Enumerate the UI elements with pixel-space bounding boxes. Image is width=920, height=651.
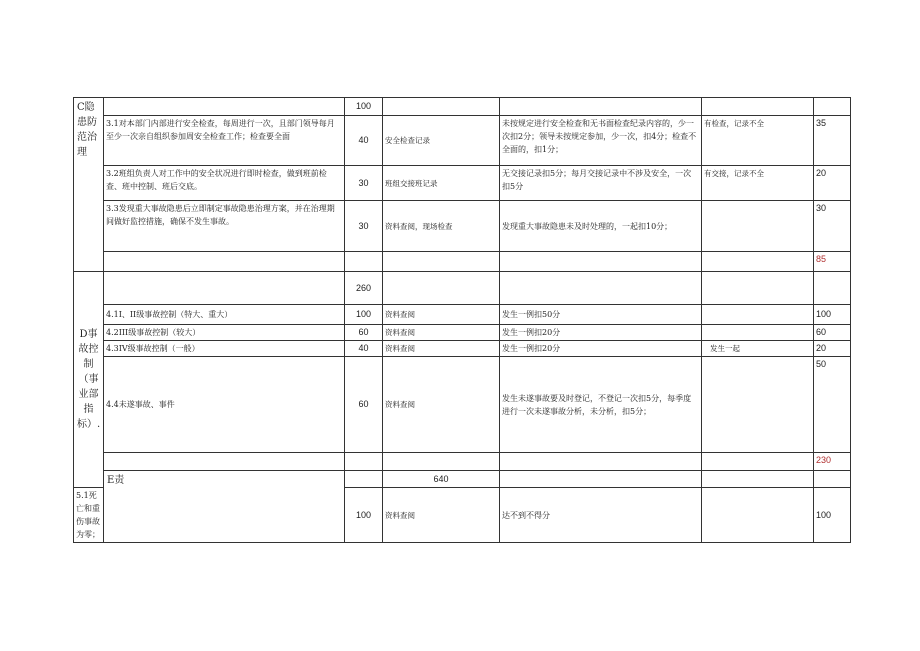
table-row	[74, 325, 851, 341]
item-method: 安全检查记录	[383, 116, 500, 166]
item-text: 3.2班组负责人对工作中的安全状况进行即时检查，做到班前检查、班中控制、班后交底。	[104, 166, 345, 201]
item-text: 4.1I、II级事故控制（特大、重大）	[104, 305, 345, 325]
section-d-score: 260	[345, 272, 383, 305]
item-method: 资料查阅	[383, 305, 500, 325]
item-criteria: 发现重大事故隐患未及时处理的，一起扣10分；	[500, 201, 702, 252]
section-d-label: D事故控制（事业部指标）.	[74, 272, 104, 488]
assessment-table	[73, 97, 851, 543]
table-row	[74, 272, 851, 305]
item-points: 60	[814, 325, 851, 341]
item-criteria: 未按规定进行安全检查和无书面检查纪录内容的，少一次扣2分；领导未按规定参加，少一次，扣4分；检查不全面的，扣1分；	[500, 116, 702, 166]
item-method: 资料查阅	[383, 325, 500, 341]
section-e-score: 640	[383, 471, 500, 488]
item-criteria: 无交接记录扣5分；每月交接记录中不涉及安全，一次扣5分	[500, 166, 702, 201]
section-c-subtotal: 85	[814, 252, 851, 272]
table-row	[74, 166, 851, 201]
table-row	[74, 98, 851, 116]
item-method: 班组交接班记录	[383, 166, 500, 201]
item-note	[702, 201, 814, 252]
item-score: 30	[345, 201, 383, 252]
item-method: 资料查阅	[383, 341, 500, 357]
table-row	[74, 116, 851, 166]
item-text: 4.3IV级事故控制（一般）	[104, 341, 345, 357]
item-note: 发生一起	[702, 341, 814, 357]
table-row	[74, 341, 851, 357]
item-note: 有交接，记录不全	[702, 166, 814, 201]
table-row	[74, 471, 851, 488]
section-d-subtotal: 230	[814, 453, 851, 471]
section-c-score: 100	[345, 98, 383, 116]
section-e-label: E责	[104, 471, 345, 543]
item-note: 有检查，记录不全	[702, 116, 814, 166]
item-score: 60	[345, 357, 383, 453]
table-row	[74, 357, 851, 453]
item-note	[702, 357, 814, 453]
item-score: 60	[345, 325, 383, 341]
item-points: 30	[814, 201, 851, 252]
item-criteria: 发生一例扣20分	[500, 325, 702, 341]
item-method: 资料查阅	[383, 488, 500, 543]
table-row	[74, 252, 851, 272]
item-points: 50	[814, 357, 851, 453]
item-points: 20	[814, 341, 851, 357]
item-points: 35	[814, 116, 851, 166]
item-text: 4.4未遂事故、事件	[104, 357, 345, 453]
item-points: 20	[814, 166, 851, 201]
item-note	[702, 305, 814, 325]
section-c-label: C隐患防范治理	[74, 98, 104, 272]
item-note	[702, 325, 814, 341]
item-score: 30	[345, 166, 383, 201]
item-text: 5.1死亡和重伤事故为零；	[74, 488, 104, 543]
item-score: 100	[345, 305, 383, 325]
table-row	[74, 201, 851, 252]
item-text: 3.3发现重大事故隐患后立即制定事故隐患治理方案，并在治理期间做好监控措施，确保不发生事故。	[104, 201, 345, 252]
item-criteria: 发生未遂事故要及时登记，不登记一次扣5分，每季度进行一次未遂事故分析，未分析，扣5分；	[500, 357, 702, 453]
item-criteria: 发生一例扣50分	[500, 305, 702, 325]
item-score: 40	[345, 116, 383, 166]
item-note	[702, 488, 814, 543]
item-criteria: 达不到不得分	[500, 488, 702, 543]
item-method: 资料查阅	[383, 357, 500, 453]
item-points: 100	[814, 305, 851, 325]
table-row	[74, 453, 851, 471]
item-criteria: 发生一例扣20分	[500, 341, 702, 357]
item-text: 3.1对本部门内部进行安全检查，每周进行一次，且部门领导每月至少一次亲自组织参加周安全检查工作；检查要全面	[104, 116, 345, 166]
table-row	[74, 305, 851, 325]
item-score: 100	[345, 488, 383, 543]
item-text: 4.2III级事故控制（较大）	[104, 325, 345, 341]
item-points: 100	[814, 488, 851, 543]
item-method: 资料查阅，现场检查	[383, 201, 500, 252]
item-score: 40	[345, 341, 383, 357]
